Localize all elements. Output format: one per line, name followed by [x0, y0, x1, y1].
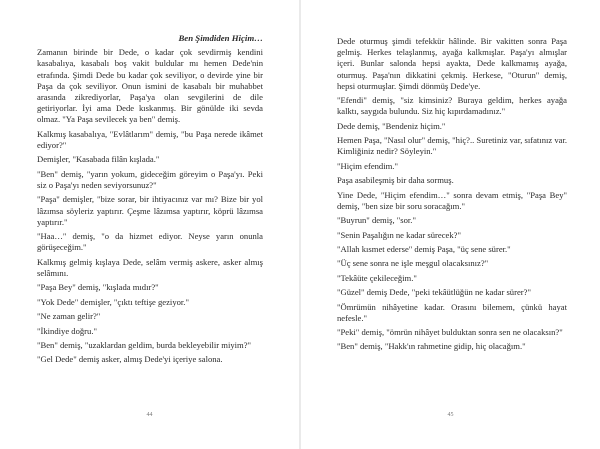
paragraph: "İkindiye doğru.": [37, 325, 98, 336]
left-page: [0, 0, 299, 449]
paragraph: "Paşa" demişler, "bize sorar, bir ihtiyacınız var mı? Bize bir yol lâzımsa söyleriz yaptırır. Çeşme lâzımsa yaptırır, köprü lâzımsa yaptırır.": [37, 194, 263, 227]
paragraph: "Ben" demiş, "uzaklardan geldim, burda bekleyebilir miyim?": [37, 339, 252, 350]
paragraph: Dede oturmuş şimdi tefekkür hâlinde. Bir vakitten sonra Paşa gelmiş. Herkes telaşlanmış, ayağa kalkmışlar. Paşa'yı almışlar içeri. Bunlar salonda hepsi ayakta, Dede kalkmamış ayağa, oturmuş. Paşa'nın dikkatini çekmiş. Herkese, "Oturun" demiş, hepsi oturmuşlar. Şimdi dönmüş Dede'ye.: [337, 36, 567, 91]
right-page: [301, 0, 600, 449]
paragraph: "Haa…" demiş, "o da hizmet ediyor. Neyse yarın onunla görüşeceğim.": [37, 231, 263, 253]
paragraph: "Üç sene sonra ne işle meşgul olacaksınız?": [337, 258, 489, 269]
paragraph: "Ne zaman gelir?": [37, 311, 101, 322]
paragraph: "Buyrun" demiş, "sor.": [337, 215, 416, 226]
paragraph: "Ben" demiş, "Hakk'ın rahmetine gidip, hiç olacağım.": [337, 341, 526, 352]
paragraph: "Ömrümün nihâyetine kadar. Orasını bilemem, çünkü hayat nefesle.": [337, 301, 567, 323]
paragraph: Paşa asabileşmiş bir daha sormuş.: [337, 175, 454, 186]
paragraph: "Peki" demiş, "ömrün nihâyet bulduktan sonra sen ne olacaksın?": [337, 327, 563, 338]
page-number: 44: [146, 412, 153, 418]
paragraph: Zamanın birinde bir Dede, o kadar çok sevdirmiş kendini kasabalıya, kasabalı boş vakit buldular mı hemen Dede'nin etrafında. Şimdi Dede bu kadar çok seviliyor, o devirde yine bir Paşa da çok seviliyor. Onun ismini de kasabalı bir muhabbet arasında zikrediyorlar, Paşa'ya olan sevgilerini de dile getiriyorlar. İyi ama Dede kıskanmış. Bir gönülde iki sevda olmaz. "Ya Paşa sevilecek ya ben" demiş.: [37, 47, 263, 125]
left-page-text: [37, 34, 263, 369]
paragraph: "Tekâüte çekileceğim.": [337, 272, 417, 283]
paragraph: "Gel Dede" demiş asker, almış Dede'yi içeriye salona.: [37, 354, 223, 365]
paragraph: Kalkmış gelmiş kışlaya Dede, selâm vermiş askere, asker almış selâmını.: [37, 256, 263, 278]
paragraph: "Paşa Bey" demiş, "kışlada mıdır?": [37, 282, 159, 293]
paragraph: "Senin Paşalığın ne kadar sürecek?": [337, 229, 461, 240]
page-number: 45: [447, 412, 454, 418]
paragraph: "Güzel" demiş Dede, "peki tekâütlüğün ne kadar sürer?": [337, 287, 531, 298]
paragraph: Demişler, "Kasabada filân kışlada.": [37, 154, 160, 165]
section-heading: Ben Şimdiden Hiçim…: [178, 33, 263, 43]
paragraph: "Yok Dede" demişler, "çıktı teftişe geziyor.": [37, 296, 189, 307]
paragraph: Kalkmış kasabalıya, "Evlâtlarım" demiş, "bu Paşa nerede ikâmet ediyor?": [37, 128, 263, 151]
paragraph: Yine Dede, "Hiçim efendim…" sonra devam etmiş, "Paşa Bey" demiş, "ben size bir soru soracağım.": [337, 189, 567, 211]
paragraph: Dede demiş, "Bendeniz hiçim.": [337, 120, 446, 131]
right-page-text: [337, 36, 567, 356]
paragraph: "Allah kısmet ederse" demiş Paşa, "üç sene sürer.": [337, 243, 511, 254]
paragraph: "Efendi" demiş, "siz kimsiniz? Buraya geldim, herkes ayağa kalktı, saygıda bulundu. Siz hiç kıpırdamadınız.": [337, 95, 567, 117]
paragraph: "Hiçim efendim.": [337, 160, 398, 171]
paragraph: "Ben" demiş, "yarın yokum, gideceğim göreyim o Paşa'yı. Peki siz o Paşa'yı neden seviyorsunuz?": [37, 168, 263, 190]
paragraph: Hemen Paşa, "Nasıl olur" demiş, "hiç?.. Suretiniz var, sıfatınız var. Kimliğiniz nedir? Söyleyin.": [337, 135, 567, 157]
